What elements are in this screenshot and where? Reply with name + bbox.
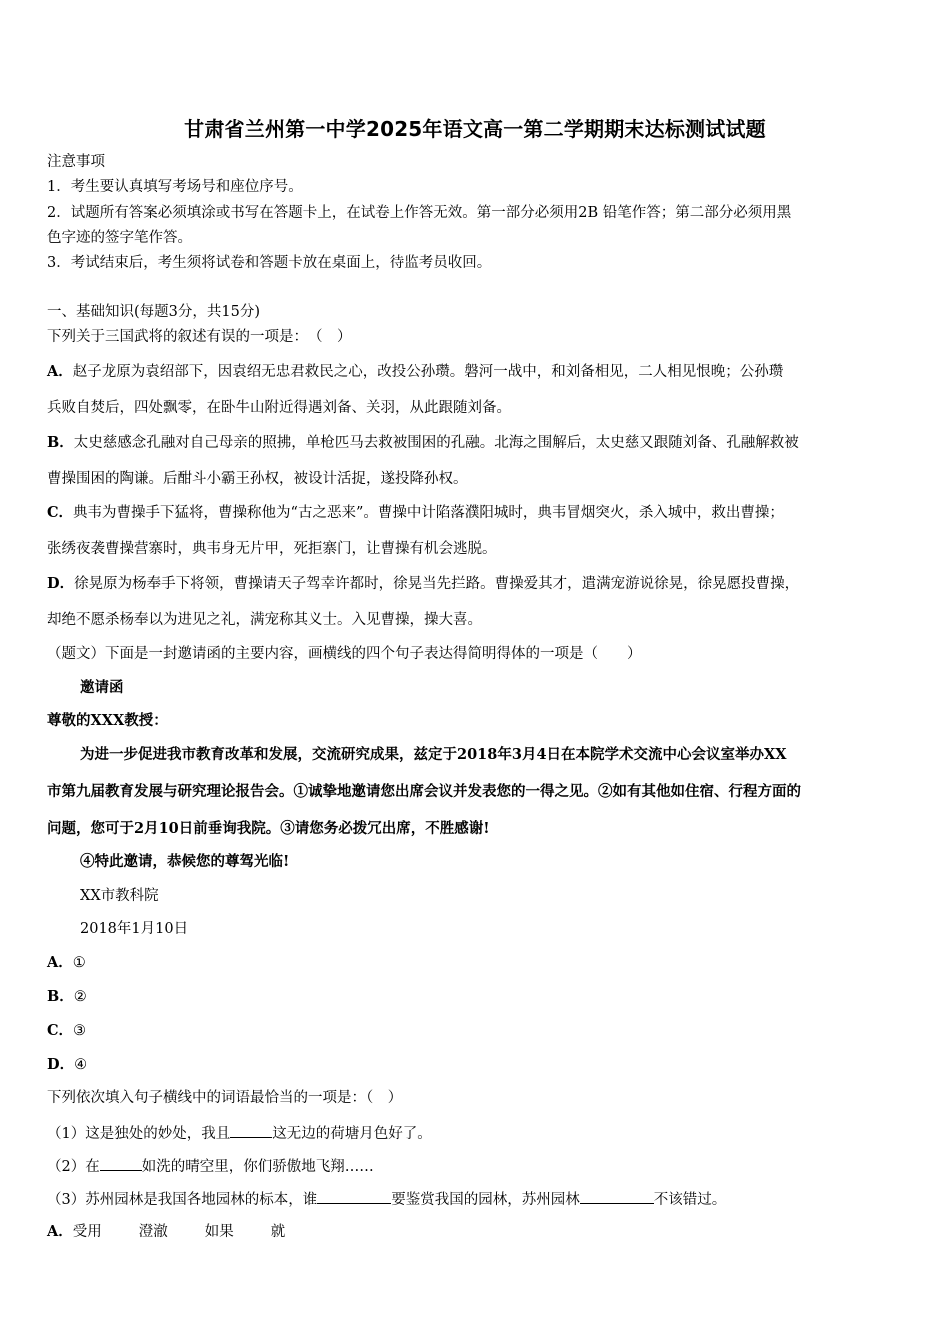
option-word: 就 — [270, 1224, 286, 1240]
option-text-continued: 兵败自焚后，四处飘零，在卧牛山附近得遇刘备、关羽，从此跟随刘备。 — [47, 400, 511, 416]
option-text: 太史慈感念孔融对自己母亲的照拂，单枪匹马去救被围困的孔融。北海之围解后，太史慈又跟随刘备、孔融解救被 — [73, 435, 799, 451]
notice-item: 1．考生要认真填写考场号和座位序号。 — [47, 179, 303, 195]
letter-salutation: 尊敬的XXX教授： — [47, 712, 168, 729]
option-text-continued: 曹操围困的陶谦。后酣斗小霸王孙权，被设计活捉，遂投降孙权。 — [47, 471, 468, 487]
option-word: 如果 — [204, 1224, 234, 1240]
fill-item-text: 如洗的晴空里，你们骄傲地飞翔…… — [141, 1159, 374, 1175]
option-text: ③ — [73, 1023, 87, 1039]
option-text: ① — [72, 955, 86, 971]
option-a — [47, 953, 86, 973]
letter-signature: XX市教科院 — [80, 888, 159, 904]
answer-blank — [317, 1189, 391, 1204]
question-stem: 下列关于三国武将的叙述有误的一项是： （ ） — [47, 329, 352, 345]
option-label: B． — [47, 988, 74, 1005]
option-text: 典韦为曹操手下猛将，曹操称他为“古之恶来”。曹操中计陷落濮阳城时，典韦冒烟突火，杀入城中，救出曹操； — [73, 505, 784, 521]
option-label: D． — [47, 1056, 75, 1073]
option-label: A． — [47, 363, 73, 380]
fill-item-text: 要鉴赏我国的园林，苏州园林 — [391, 1192, 580, 1208]
notice-item: 2．试题所有答案必须填涂或书写在答题卡上，在试卷上作答无效。第一部分必须用2B 铅笔作答；第二部分必须用黑 — [47, 205, 792, 221]
option-text-continued: 却绝不愿杀杨奉以为进见之礼，满宠称其义士。入见曹操，操大喜。 — [47, 612, 482, 628]
question-stem: 下列依次填入句子横线中的词语最恰当的一项是：（ ） — [47, 1090, 403, 1106]
option-d — [47, 1055, 87, 1075]
option-word: 澄澈 — [138, 1224, 168, 1240]
letter-date: 2018年1月10日 — [80, 921, 189, 937]
letter-body-line: 市第九届教育发展与研究理论报告会。①诚挚地邀请您出席会议并发表您的一得之见。②如有其他如住宿、行程方面的 — [47, 783, 801, 800]
fill-item-text: （1）这是独处的妙处，我且 — [47, 1126, 231, 1142]
fill-item-text: 这无边的荷塘月色好了。 — [272, 1126, 432, 1142]
letter-body-line: ④特此邀请，恭候您的尊驾光临! — [80, 853, 290, 870]
option-b — [47, 987, 87, 1007]
fill-item — [47, 1156, 374, 1177]
question-stem: （题文）下面是一封邀请函的主要内容，画横线的四个句子表达得简明得体的一项是（ ） — [47, 646, 642, 662]
option-label: C． — [47, 1022, 74, 1039]
option-label: C． — [47, 504, 74, 521]
fill-item — [47, 1123, 432, 1144]
option-label: A． — [47, 954, 73, 971]
option-label: A． — [47, 1223, 73, 1240]
fill-item — [47, 1189, 726, 1210]
option-a — [47, 1222, 285, 1242]
letter-body-line: 问题，您可于2月10日前垂询我院。③请您务必拨冗出席，不胜感谢! — [47, 820, 490, 837]
notice-item: 3．考试结束后，考生须将试卷和答题卡放在桌面上，待监考员收回。 — [47, 255, 492, 271]
option-text: 徐晃原为杨奉手下将领，曹操请天子驾幸许都时，徐晃当先拦路。曹操爱其才，遣满宠游说徐晃，徐晃愿投曹操， — [74, 576, 800, 592]
letter-heading: 邀请函 — [80, 679, 124, 696]
option-text: 赵子龙原为袁绍部下，因袁绍无忠君救民之心，改投公孙瓒。磐河一战中，和刘备相见，二人相见恨晚；公孙瓒 — [72, 364, 784, 380]
notice-item: 色字迹的签字笔作答。 — [47, 230, 192, 246]
option-b — [47, 433, 799, 453]
letter-body-line: 为进一步促进我市教育改革和发展，交流研究成果，兹定于2018年3月4日在本院学术交流中心会议室举办XX — [80, 746, 787, 763]
option-word: 受用 — [72, 1224, 102, 1240]
option-c — [47, 1021, 86, 1041]
page-title: 甘肃省兰州第一中学2025年语文高一第二学期期末达标测试试题 — [184, 117, 766, 141]
option-label: D． — [47, 575, 75, 592]
fill-item-text: 不该错过。 — [653, 1192, 727, 1208]
option-text-continued: 张绣夜袭曹操营寨时，典韦身无片甲，死拒寨门，让曹操有机会逃脱。 — [47, 541, 497, 557]
fill-item-text: （2）在 — [47, 1159, 100, 1175]
section-heading: 一、基础知识(每题3分，共15分) — [47, 304, 260, 320]
option-a — [47, 362, 783, 382]
option-d — [47, 574, 799, 594]
answer-blank — [580, 1189, 654, 1204]
answer-blank — [100, 1156, 142, 1171]
notice-heading: 注意事项 — [47, 154, 105, 170]
option-label: B． — [47, 434, 74, 451]
answer-blank — [230, 1123, 272, 1138]
option-text: ② — [73, 989, 87, 1005]
option-text: ④ — [74, 1057, 88, 1073]
option-c — [47, 503, 784, 523]
fill-item-text: （3）苏州园林是我国各地园林的标本，谁 — [47, 1192, 318, 1208]
